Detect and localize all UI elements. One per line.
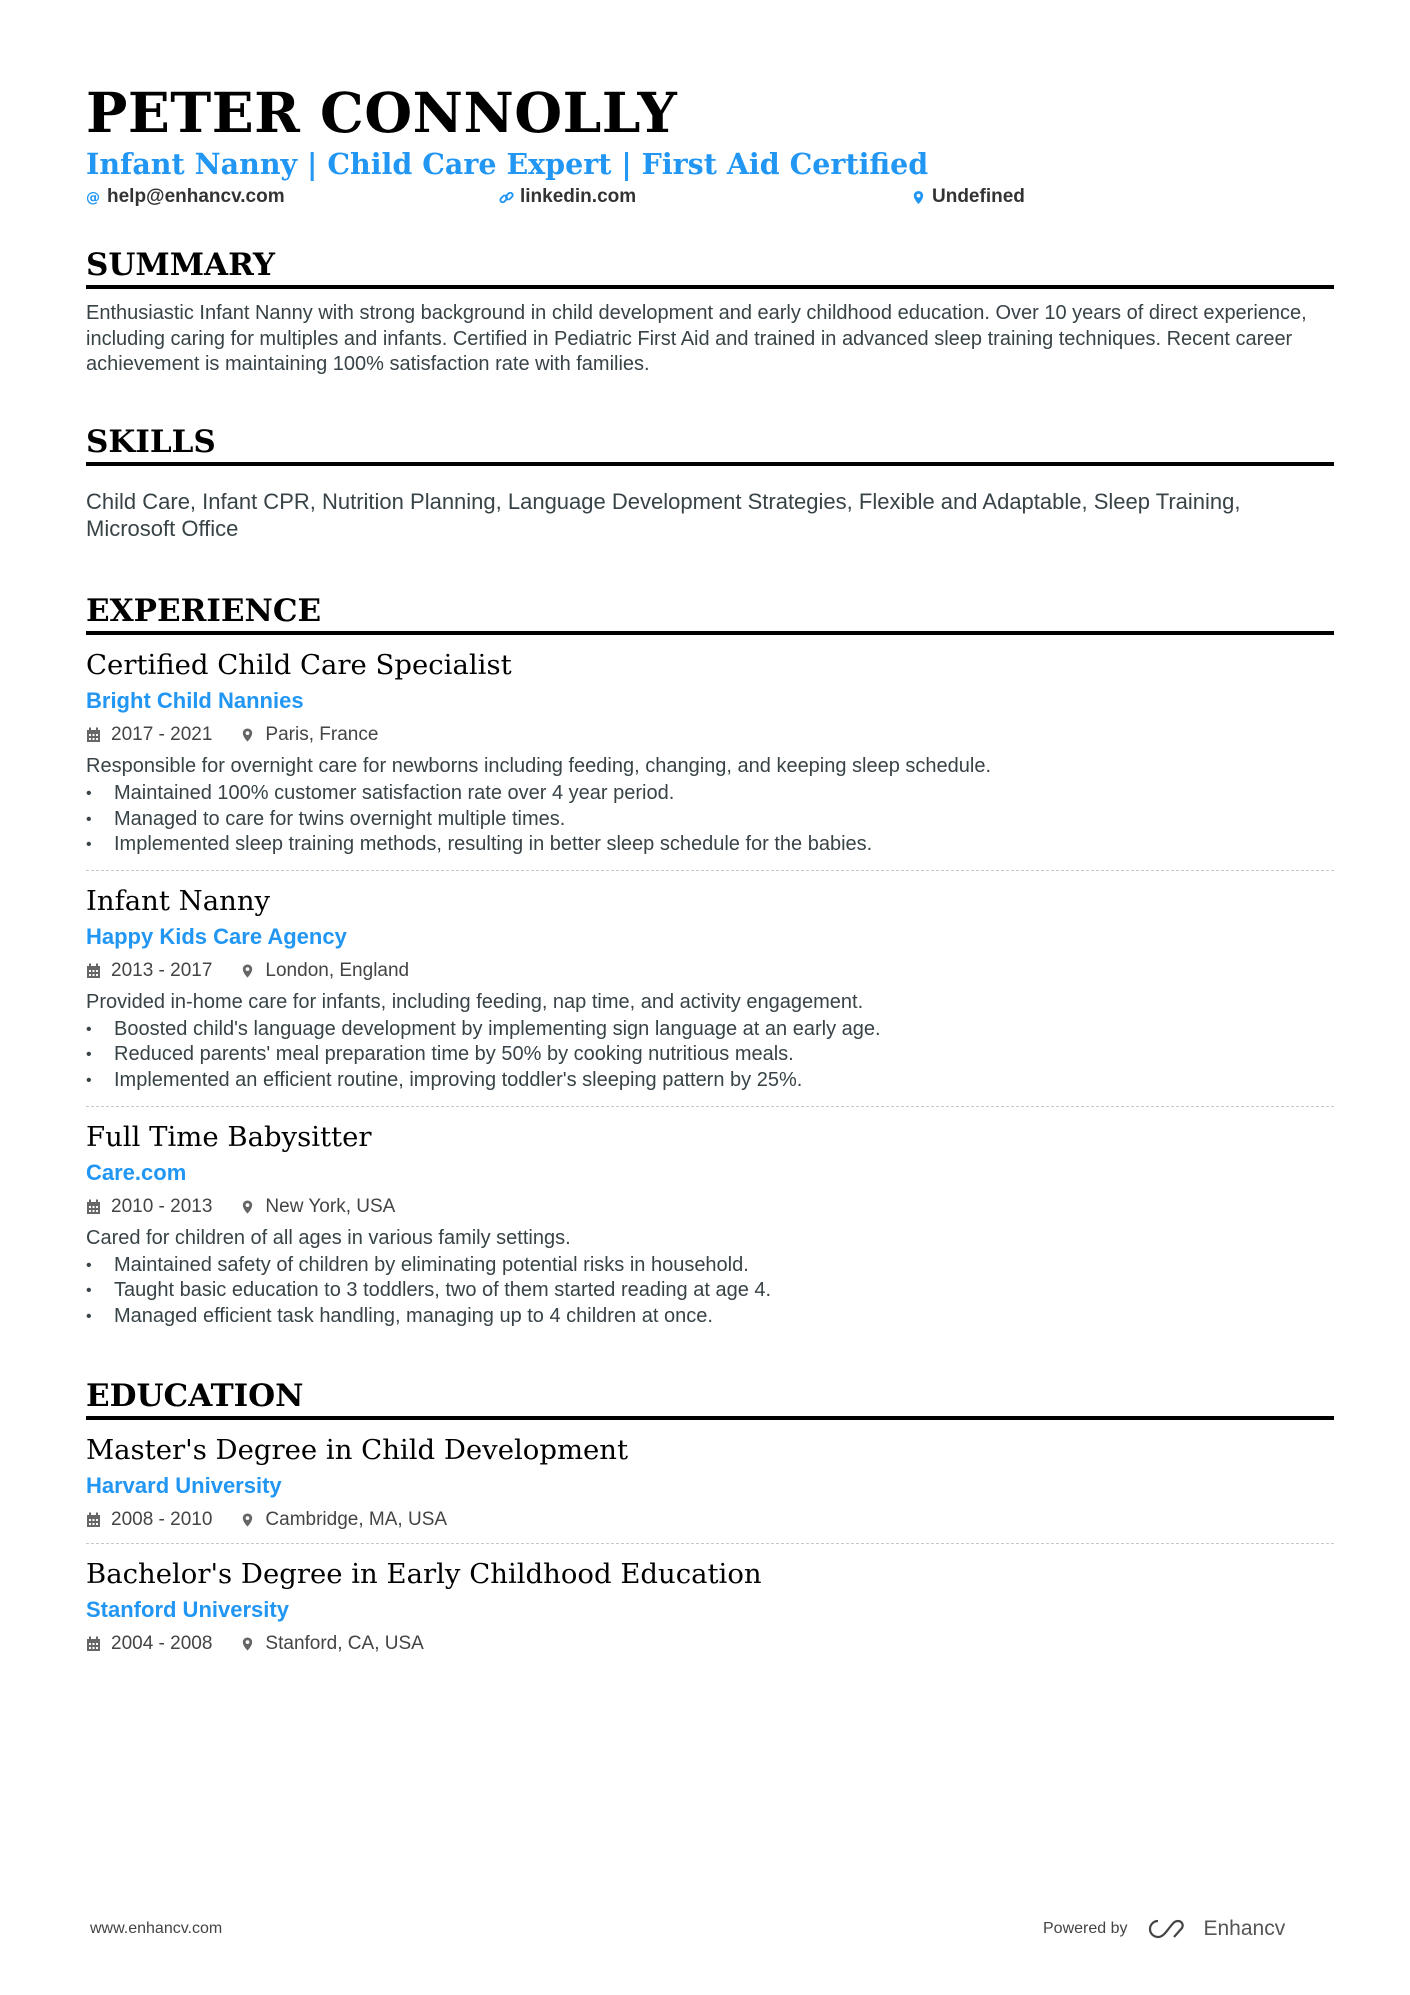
job-description: Provided in-home care for infants, including feeding, nap time, and activity engagement. xyxy=(86,990,864,1013)
item-location xyxy=(240,955,409,987)
location-text: Stanford, CA, USA xyxy=(265,1633,424,1654)
achievement-item: • Managed efficient task handling, managing up to 4 children at once. xyxy=(86,1304,1334,1330)
degree-title: Master's Degree in Child Development xyxy=(86,1434,629,1466)
item-meta xyxy=(86,1504,1334,1536)
job-entry xyxy=(86,883,1334,1107)
achievement-item: • Managed to care for twins overnight multiple times. xyxy=(86,807,1334,833)
item-location xyxy=(240,1504,447,1536)
job-description: Responsible for overnight care for newborns including feeding, changing, and keeping sleep schedule. xyxy=(86,755,992,777)
location-pin-icon xyxy=(240,1512,255,1528)
contact-email[interactable] xyxy=(86,184,285,210)
location-text: London, England xyxy=(265,959,410,981)
education-entry xyxy=(86,1432,1334,1544)
email-text: help@enhancv.com xyxy=(107,186,285,207)
item-location xyxy=(240,719,378,751)
achievement-item: • Implemented an efficient routine, improving toddler's sleeping pattern by 25%. xyxy=(86,1068,1334,1094)
date-range: 2010 - 2013 xyxy=(111,1195,213,1217)
company-name: Bright Child Nannies xyxy=(86,688,304,713)
achievement-item: • Reduced parents' meal preparation time by 50% by cooking nutritious meals. xyxy=(86,1042,1334,1068)
company-name: Happy Kids Care Agency xyxy=(86,923,347,949)
location-text: Cambridge, MA, USA xyxy=(265,1509,448,1530)
section-heading: EXPERIENCE xyxy=(86,591,1334,635)
job-entry xyxy=(86,1119,1334,1330)
powered-by-text: Powered by xyxy=(1043,1920,1128,1937)
date-range: 2013 - 2017 xyxy=(111,959,213,981)
candidate-name: PETER CONNOLLY xyxy=(86,80,678,145)
achievement-list xyxy=(86,1253,1334,1330)
education-entry xyxy=(86,1556,1334,1660)
section-heading: SUMMARY xyxy=(86,245,1334,289)
achievement-item: • Implemented sleep training methods, resulting in better sleep schedule for the babies. xyxy=(86,832,1334,858)
skills-section xyxy=(86,422,1334,542)
achievement-item: • Taught basic education to 3 toddlers, two of them started reading at age 4. xyxy=(86,1278,1334,1304)
degree-title: Bachelor's Degree in Early Childhood Education xyxy=(86,1558,762,1590)
section-heading: SKILLS xyxy=(86,422,1334,466)
at-icon xyxy=(86,190,101,205)
date-range: 2004 - 2008 xyxy=(111,1633,213,1654)
achievement-item: • Maintained 100% customer satisfaction rate over 4 year period. xyxy=(86,781,1334,807)
summary-section xyxy=(86,245,1334,378)
location-pin-icon xyxy=(240,1636,255,1652)
company-name: Care.com xyxy=(86,1159,187,1185)
achievement-list xyxy=(86,781,1334,858)
location-text: Paris, France xyxy=(265,724,379,745)
date-range: 2017 - 2021 xyxy=(111,724,213,745)
calendar-icon xyxy=(86,727,101,743)
item-location xyxy=(240,1628,423,1660)
experience-section xyxy=(86,591,1334,1329)
item-meta xyxy=(86,1191,1334,1223)
brand-name: Enhancv xyxy=(1203,1917,1286,1940)
summary-text: Enthusiastic Infant Nanny with strong background in child development and early childhood education. Over 10 years of direct experience, including caring for multiples and infants. Certified in Pediatric First Aid and trained in advanced sleep training techniques. Recent career achievement is maintaining 100% satisfaction rate with families. xyxy=(86,302,1307,376)
job-entry xyxy=(86,647,1334,871)
education-section xyxy=(86,1376,1334,1660)
calendar-icon xyxy=(86,1512,101,1528)
achievement-item: • Boosted child's language development by implementing sign language at an early age. xyxy=(86,1017,1334,1043)
location-pin-icon xyxy=(240,963,255,979)
school-name: Harvard University xyxy=(86,1473,282,1498)
location-pin-icon xyxy=(240,727,255,743)
contact-linkedin[interactable] xyxy=(499,184,636,210)
achievement-item: • Maintained safety of children by eliminating potential risks in household. xyxy=(86,1253,1334,1279)
item-location xyxy=(240,1191,395,1223)
location-pin-icon xyxy=(240,1199,255,1215)
calendar-icon xyxy=(86,1199,101,1215)
footer-website[interactable]: www.enhancv.com xyxy=(90,1920,223,1937)
section-heading: EDUCATION xyxy=(86,1376,1334,1420)
link-icon xyxy=(499,190,514,205)
achievement-list xyxy=(86,1017,1334,1094)
calendar-icon xyxy=(86,963,101,979)
contact-location xyxy=(911,184,1025,210)
item-meta xyxy=(86,1628,1334,1660)
svg-text:@: @ xyxy=(86,189,101,205)
enhancv-logo-icon xyxy=(1142,1916,1190,1942)
location-text: New York, USA xyxy=(265,1195,396,1217)
contact-bar xyxy=(86,184,1334,210)
skills-text: Child Care, Infant CPR, Nutrition Planning, Language Development Strategies, Flexible and Adaptable, Sleep Training, Microsoft Office xyxy=(86,489,1241,541)
job-description: Cared for children of all ages in various family settings. xyxy=(86,1226,571,1249)
job-title: Certified Child Care Specialist xyxy=(86,649,512,681)
job-title: Infant Nanny xyxy=(86,884,271,917)
date-range: 2008 - 2010 xyxy=(111,1509,213,1530)
footer-branding xyxy=(1043,1916,1285,1942)
candidate-title: Infant Nanny | Child Care Expert | First Aid Certified xyxy=(86,147,929,181)
linkedin-text: linkedin.com xyxy=(520,186,637,207)
item-meta xyxy=(86,955,1334,987)
calendar-icon xyxy=(86,1636,101,1652)
school-name: Stanford University xyxy=(86,1597,289,1622)
location-pin-icon xyxy=(911,190,926,205)
location-text: Undefined xyxy=(932,186,1025,207)
job-title: Full Time Babysitter xyxy=(86,1120,372,1153)
item-meta xyxy=(86,719,1334,751)
